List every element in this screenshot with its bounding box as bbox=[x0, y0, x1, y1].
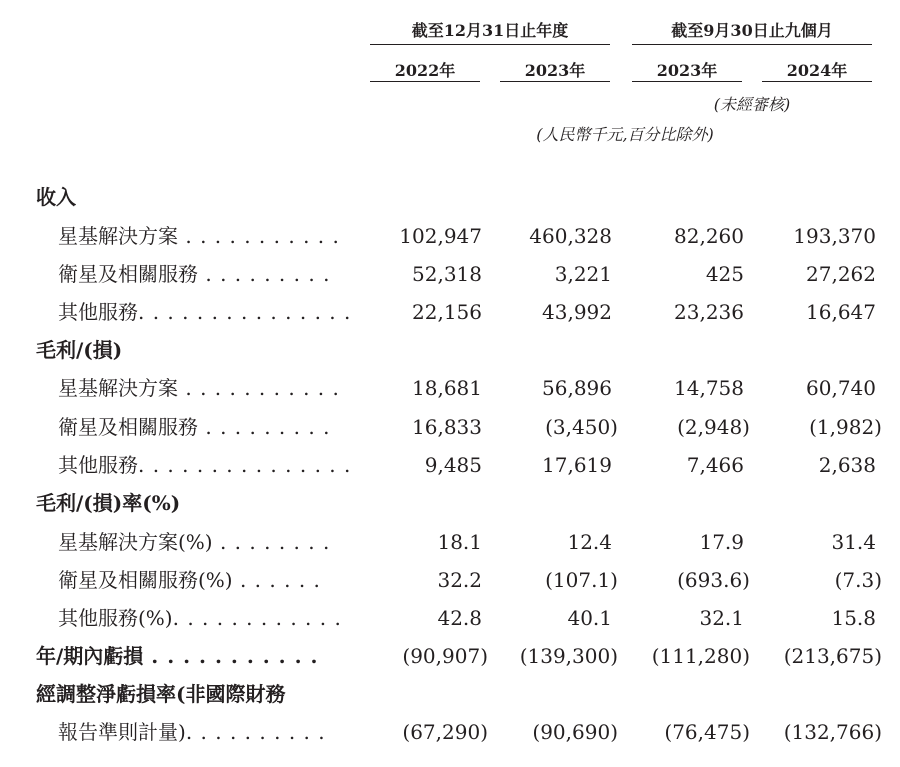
table-row bbox=[0, 217, 900, 255]
table-row bbox=[0, 255, 900, 293]
value-cell: 40.1 bbox=[567, 606, 612, 630]
value-cell: (132,766) bbox=[783, 720, 882, 744]
header-rule bbox=[632, 81, 742, 82]
leader-dots: . . . . . . . . . bbox=[198, 262, 331, 286]
value-cell: 31.4 bbox=[831, 530, 876, 554]
table-row bbox=[0, 369, 900, 407]
column-header-year: 2024年 bbox=[786, 61, 848, 80]
row-label bbox=[58, 523, 330, 561]
unaudited-note: (未經審核) bbox=[713, 95, 791, 114]
value-cell: 15.8 bbox=[831, 606, 876, 630]
value-cell: 56,896 bbox=[542, 376, 612, 400]
row-label bbox=[58, 293, 351, 331]
section-row bbox=[0, 331, 900, 369]
value-cell: 9,485 bbox=[424, 453, 482, 477]
table-row bbox=[0, 637, 900, 675]
value-cell: 52,318 bbox=[412, 262, 482, 286]
row-label-text: 經調整淨虧損率(非國際財務 bbox=[36, 682, 286, 706]
row-label-text: 星基解決方案(%) bbox=[58, 530, 213, 554]
row-label bbox=[58, 369, 340, 407]
table-row bbox=[0, 446, 900, 484]
value-cell: (139,300) bbox=[519, 644, 618, 668]
table-row bbox=[0, 293, 900, 331]
leader-dots: . . . . . . . . . . . . bbox=[172, 606, 342, 630]
value-cell: (90,690) bbox=[532, 720, 618, 744]
row-label-text: 星基解決方案 bbox=[58, 224, 178, 248]
value-cell: (3,450) bbox=[545, 415, 618, 439]
row-label-text: 年/期內虧損 bbox=[36, 644, 144, 668]
leader-dots: . . . . . . . . . . bbox=[185, 720, 326, 744]
value-cell: 23,236 bbox=[674, 300, 744, 324]
row-label bbox=[36, 637, 319, 675]
row-label bbox=[58, 713, 326, 751]
leader-dots: . . . . . . . . . bbox=[198, 415, 331, 439]
value-cell: (76,475) bbox=[664, 720, 750, 744]
value-cell: 16,833 bbox=[412, 415, 482, 439]
value-cell: (693.6) bbox=[677, 568, 750, 592]
value-cell: 102,947 bbox=[399, 224, 482, 248]
value-cell: 18.1 bbox=[437, 530, 482, 554]
leader-dots: . . . . . . . . . . . bbox=[143, 644, 319, 668]
value-cell: (213,675) bbox=[783, 644, 882, 668]
table-row bbox=[0, 408, 900, 446]
row-label-text: 其他服務 bbox=[58, 300, 138, 324]
value-cell: 18,681 bbox=[412, 376, 482, 400]
value-cell: (111,280) bbox=[651, 644, 750, 668]
value-cell: 22,156 bbox=[412, 300, 482, 324]
value-cell: 3,221 bbox=[554, 262, 612, 286]
column-group-header-year: 截至12月31日止年度 bbox=[411, 21, 569, 40]
row-label bbox=[58, 217, 340, 255]
row-label bbox=[36, 484, 180, 522]
value-cell: 43,992 bbox=[542, 300, 612, 324]
row-label-text: 其他服務 bbox=[58, 453, 138, 477]
value-cell: (7.3) bbox=[834, 568, 882, 592]
leader-dots: . . . . . . . . bbox=[212, 530, 331, 554]
value-cell: 17.9 bbox=[699, 530, 744, 554]
value-cell: 17,619 bbox=[542, 453, 612, 477]
value-cell: 2,638 bbox=[818, 453, 876, 477]
header-rule bbox=[762, 81, 872, 82]
value-cell: 32.2 bbox=[437, 568, 482, 592]
value-cell: 12.4 bbox=[567, 530, 612, 554]
value-cell: (90,907) bbox=[402, 644, 488, 668]
table-row bbox=[0, 599, 900, 637]
header-rule bbox=[370, 44, 610, 45]
value-cell: 425 bbox=[705, 262, 744, 286]
unit-note: (人民幣千元,百分比除外) bbox=[536, 125, 714, 144]
header-rule bbox=[500, 81, 610, 82]
table-row bbox=[0, 561, 900, 599]
row-label-text: 毛利/(損)率(%) bbox=[36, 491, 181, 515]
leader-dots: . . . . . . . . . . . . . . . bbox=[138, 300, 352, 324]
value-cell: 27,262 bbox=[806, 262, 876, 286]
section-row bbox=[0, 675, 900, 713]
row-label bbox=[36, 675, 285, 713]
leader-dots: . . . . . . . . . . . . . . . bbox=[138, 453, 352, 477]
column-header-year: 2023年 bbox=[656, 61, 718, 80]
row-label-text: 衛星及相關服務(%) bbox=[58, 568, 233, 592]
value-cell: 60,740 bbox=[806, 376, 876, 400]
row-label bbox=[36, 178, 76, 216]
value-cell: 7,466 bbox=[686, 453, 744, 477]
value-cell: (67,290) bbox=[402, 720, 488, 744]
value-cell: 42.8 bbox=[437, 606, 482, 630]
row-label-text: 報告準則計量) bbox=[58, 720, 186, 744]
section-row bbox=[0, 484, 900, 522]
row-label bbox=[58, 599, 342, 637]
row-label-text: 星基解決方案 bbox=[58, 376, 178, 400]
value-cell: (107.1) bbox=[545, 568, 618, 592]
value-cell: 32.1 bbox=[699, 606, 744, 630]
table-row bbox=[0, 523, 900, 561]
value-cell: 82,260 bbox=[674, 224, 744, 248]
row-label-text: 其他服務(%) bbox=[58, 606, 173, 630]
row-label bbox=[58, 255, 330, 293]
column-group-header-nine-months: 截至9月30日止九個月 bbox=[671, 21, 833, 40]
row-label bbox=[58, 408, 330, 446]
section-row bbox=[0, 178, 900, 216]
leader-dots: . . . . . . bbox=[232, 568, 321, 592]
row-label-text: 收入 bbox=[36, 185, 76, 209]
row-label bbox=[58, 561, 321, 599]
column-header-year: 2023年 bbox=[524, 61, 586, 80]
row-label-text: 毛利/(損) bbox=[36, 338, 123, 362]
row-label bbox=[58, 446, 351, 484]
leader-dots: . . . . . . . . . . . bbox=[178, 376, 340, 400]
value-cell: (2,948) bbox=[677, 415, 750, 439]
value-cell: 193,370 bbox=[793, 224, 876, 248]
row-label bbox=[36, 331, 122, 369]
header-rule bbox=[370, 81, 480, 82]
row-label-text: 衛星及相關服務 bbox=[58, 262, 198, 286]
value-cell: 14,758 bbox=[674, 376, 744, 400]
column-header-year: 2022年 bbox=[394, 61, 456, 80]
value-cell: 460,328 bbox=[529, 224, 612, 248]
table-row bbox=[0, 713, 900, 751]
value-cell: (1,982) bbox=[809, 415, 882, 439]
row-label-text: 衛星及相關服務 bbox=[58, 415, 198, 439]
header-rule bbox=[632, 44, 872, 45]
value-cell: 16,647 bbox=[806, 300, 876, 324]
leader-dots: . . . . . . . . . . . bbox=[178, 224, 340, 248]
